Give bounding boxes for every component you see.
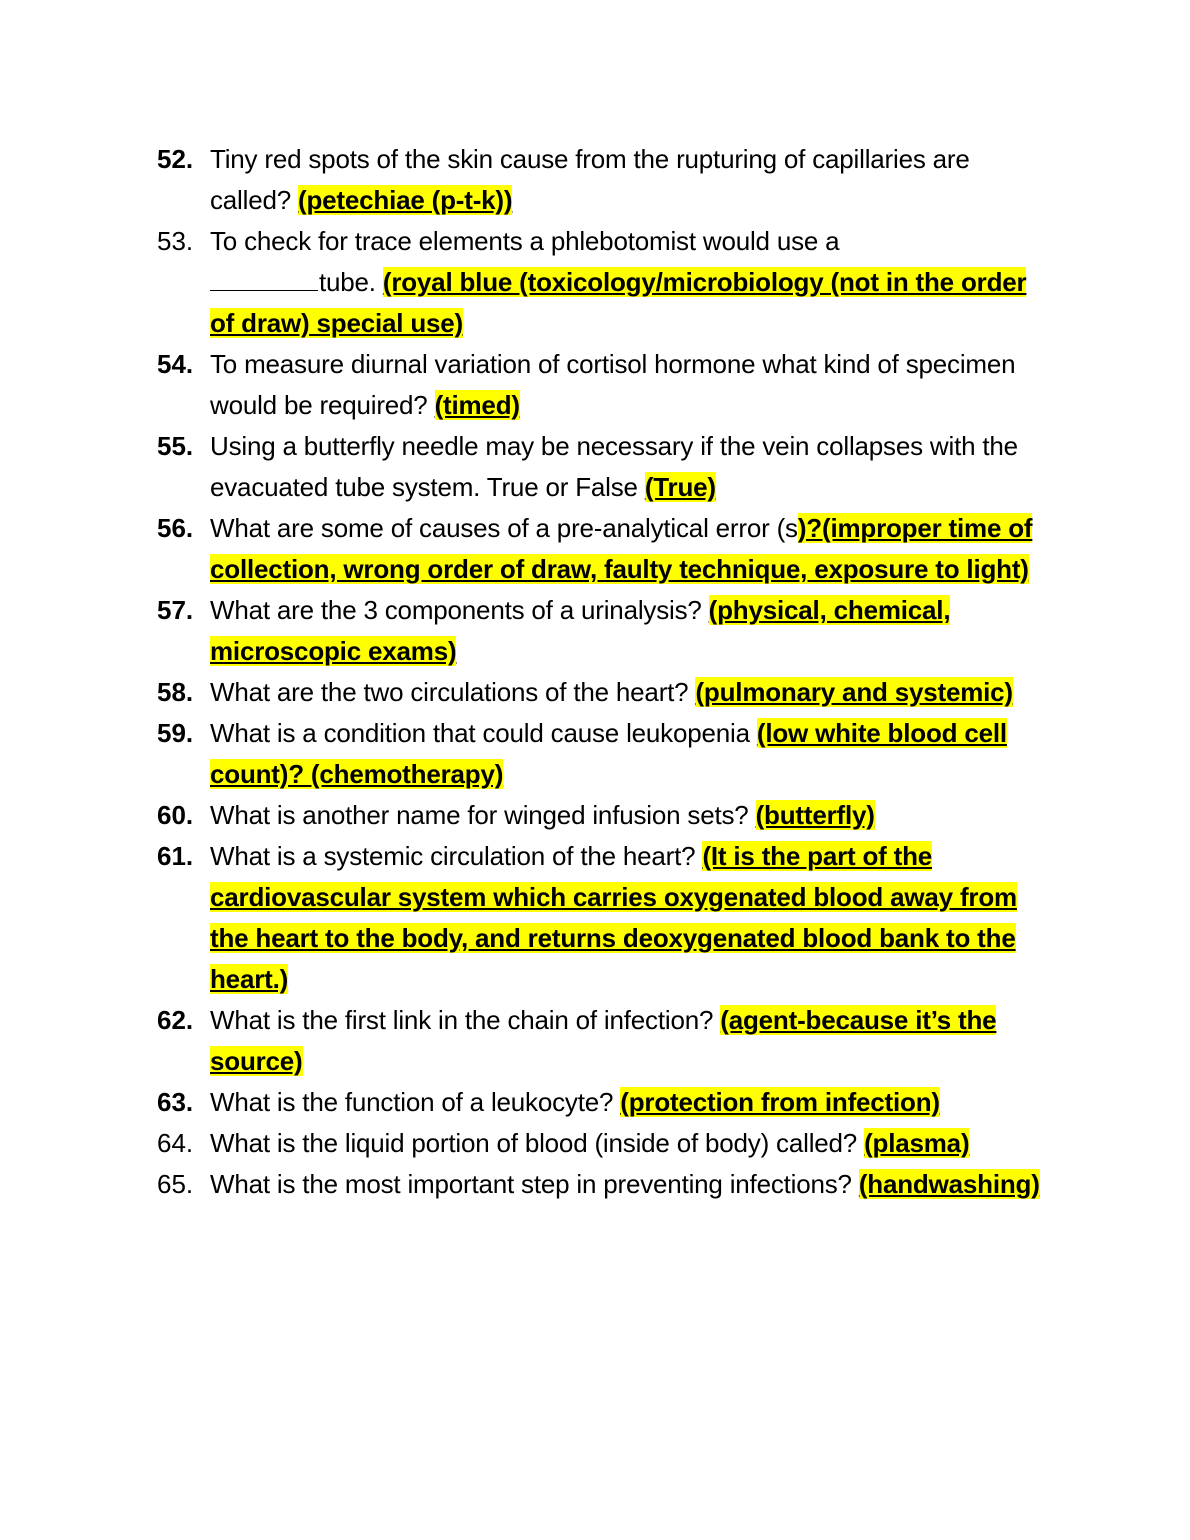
question-number: 57.	[157, 595, 194, 625]
question-text: What is another name for winged infusion sets?	[210, 800, 756, 830]
question-text: What are some of causes of a pre-analytical error (s	[210, 513, 798, 543]
question-number: 64.	[157, 1128, 194, 1158]
question-number: 52.	[157, 144, 194, 174]
question-number: 65.	[157, 1169, 194, 1199]
answer-highlight: (butterfly)	[755, 800, 875, 830]
question-text: What is the liquid portion of blood (inside of body) called?	[210, 1128, 865, 1158]
answer-highlight: (True)	[644, 472, 716, 502]
question-text: What are the two circulations of the heart?	[210, 677, 696, 707]
answer-highlight: (It is the part of the cardiovascular system which carries oxygenated blood away from the heart to the body, and returns deoxygenated blood bank to the heart.)	[210, 841, 1017, 994]
list-item	[0, 1164, 1190, 1205]
list-item	[0, 1123, 1190, 1164]
answer-highlight: (protection from infection)	[620, 1087, 940, 1117]
list-item	[0, 344, 1190, 426]
question-text: What is the most important step in preventing infections?	[210, 1169, 859, 1199]
question-text: Tiny red spots of the skin cause from the rupturing of capillaries are called?	[210, 144, 970, 215]
question-number: 61.	[157, 841, 194, 871]
question-text: tube.	[319, 267, 383, 297]
question-number: 62.	[157, 1005, 194, 1035]
list-item	[0, 1082, 1190, 1123]
question-number: 56.	[157, 513, 194, 543]
question-number: 63.	[157, 1087, 194, 1117]
list-item	[0, 590, 1190, 672]
answer-highlight: (plasma)	[864, 1128, 970, 1158]
question-list	[0, 139, 1190, 1205]
list-item	[0, 836, 1190, 1000]
question-number: 58.	[157, 677, 194, 707]
question-text: What is the function of a leukocyte?	[210, 1087, 621, 1117]
question-number: 54.	[157, 349, 194, 379]
question-text: What is the first link in the chain of infection?	[210, 1005, 721, 1035]
question-text: What is a condition that could cause leukopenia	[210, 718, 757, 748]
answer-highlight: (low white blood cell count)? (chemotherapy)	[210, 718, 1007, 789]
answer-highlight: )?(improper time of collection, wrong order of draw, faulty technique, exposure to light)	[210, 513, 1033, 584]
list-item	[0, 221, 1190, 344]
answer-highlight: (agent-because it’s the source)	[210, 1005, 997, 1076]
answer-highlight: (pulmonary and systemic)	[695, 677, 1013, 707]
question-text: What is a systemic circulation of the heart?	[210, 841, 703, 871]
question-number: 60.	[157, 800, 194, 830]
list-item	[0, 139, 1190, 221]
list-item	[0, 795, 1190, 836]
question-number: 59.	[157, 718, 194, 748]
answer-highlight: (physical, chemical, microscopic exams)	[210, 595, 951, 666]
list-item	[0, 713, 1190, 795]
question-text: To check for trace elements a phlebotomist would use a	[210, 226, 840, 256]
question-number: 55.	[157, 431, 194, 461]
question-text: Using a butterfly needle may be necessary if the vein collapses with the evacuated tube system. True or False	[210, 431, 1018, 502]
list-item	[0, 1000, 1190, 1082]
question-text: To measure diurnal variation of cortisol hormone what kind of specimen would be required?	[210, 349, 1016, 420]
list-item	[0, 508, 1190, 590]
list-item	[0, 426, 1190, 508]
answer-highlight: (petechiae (p-t-k))	[298, 185, 513, 215]
question-text: What are the 3 components of a urinalysis?	[210, 595, 709, 625]
list-item	[0, 672, 1190, 713]
answer-highlight: (royal blue (toxicology/microbiology (not in the order of draw) special use)	[210, 267, 1027, 338]
fill-in-blank	[210, 289, 318, 291]
answer-highlight: (handwashing)	[858, 1169, 1040, 1199]
question-number: 53.	[157, 226, 194, 256]
answer-highlight: (timed)	[434, 390, 520, 420]
